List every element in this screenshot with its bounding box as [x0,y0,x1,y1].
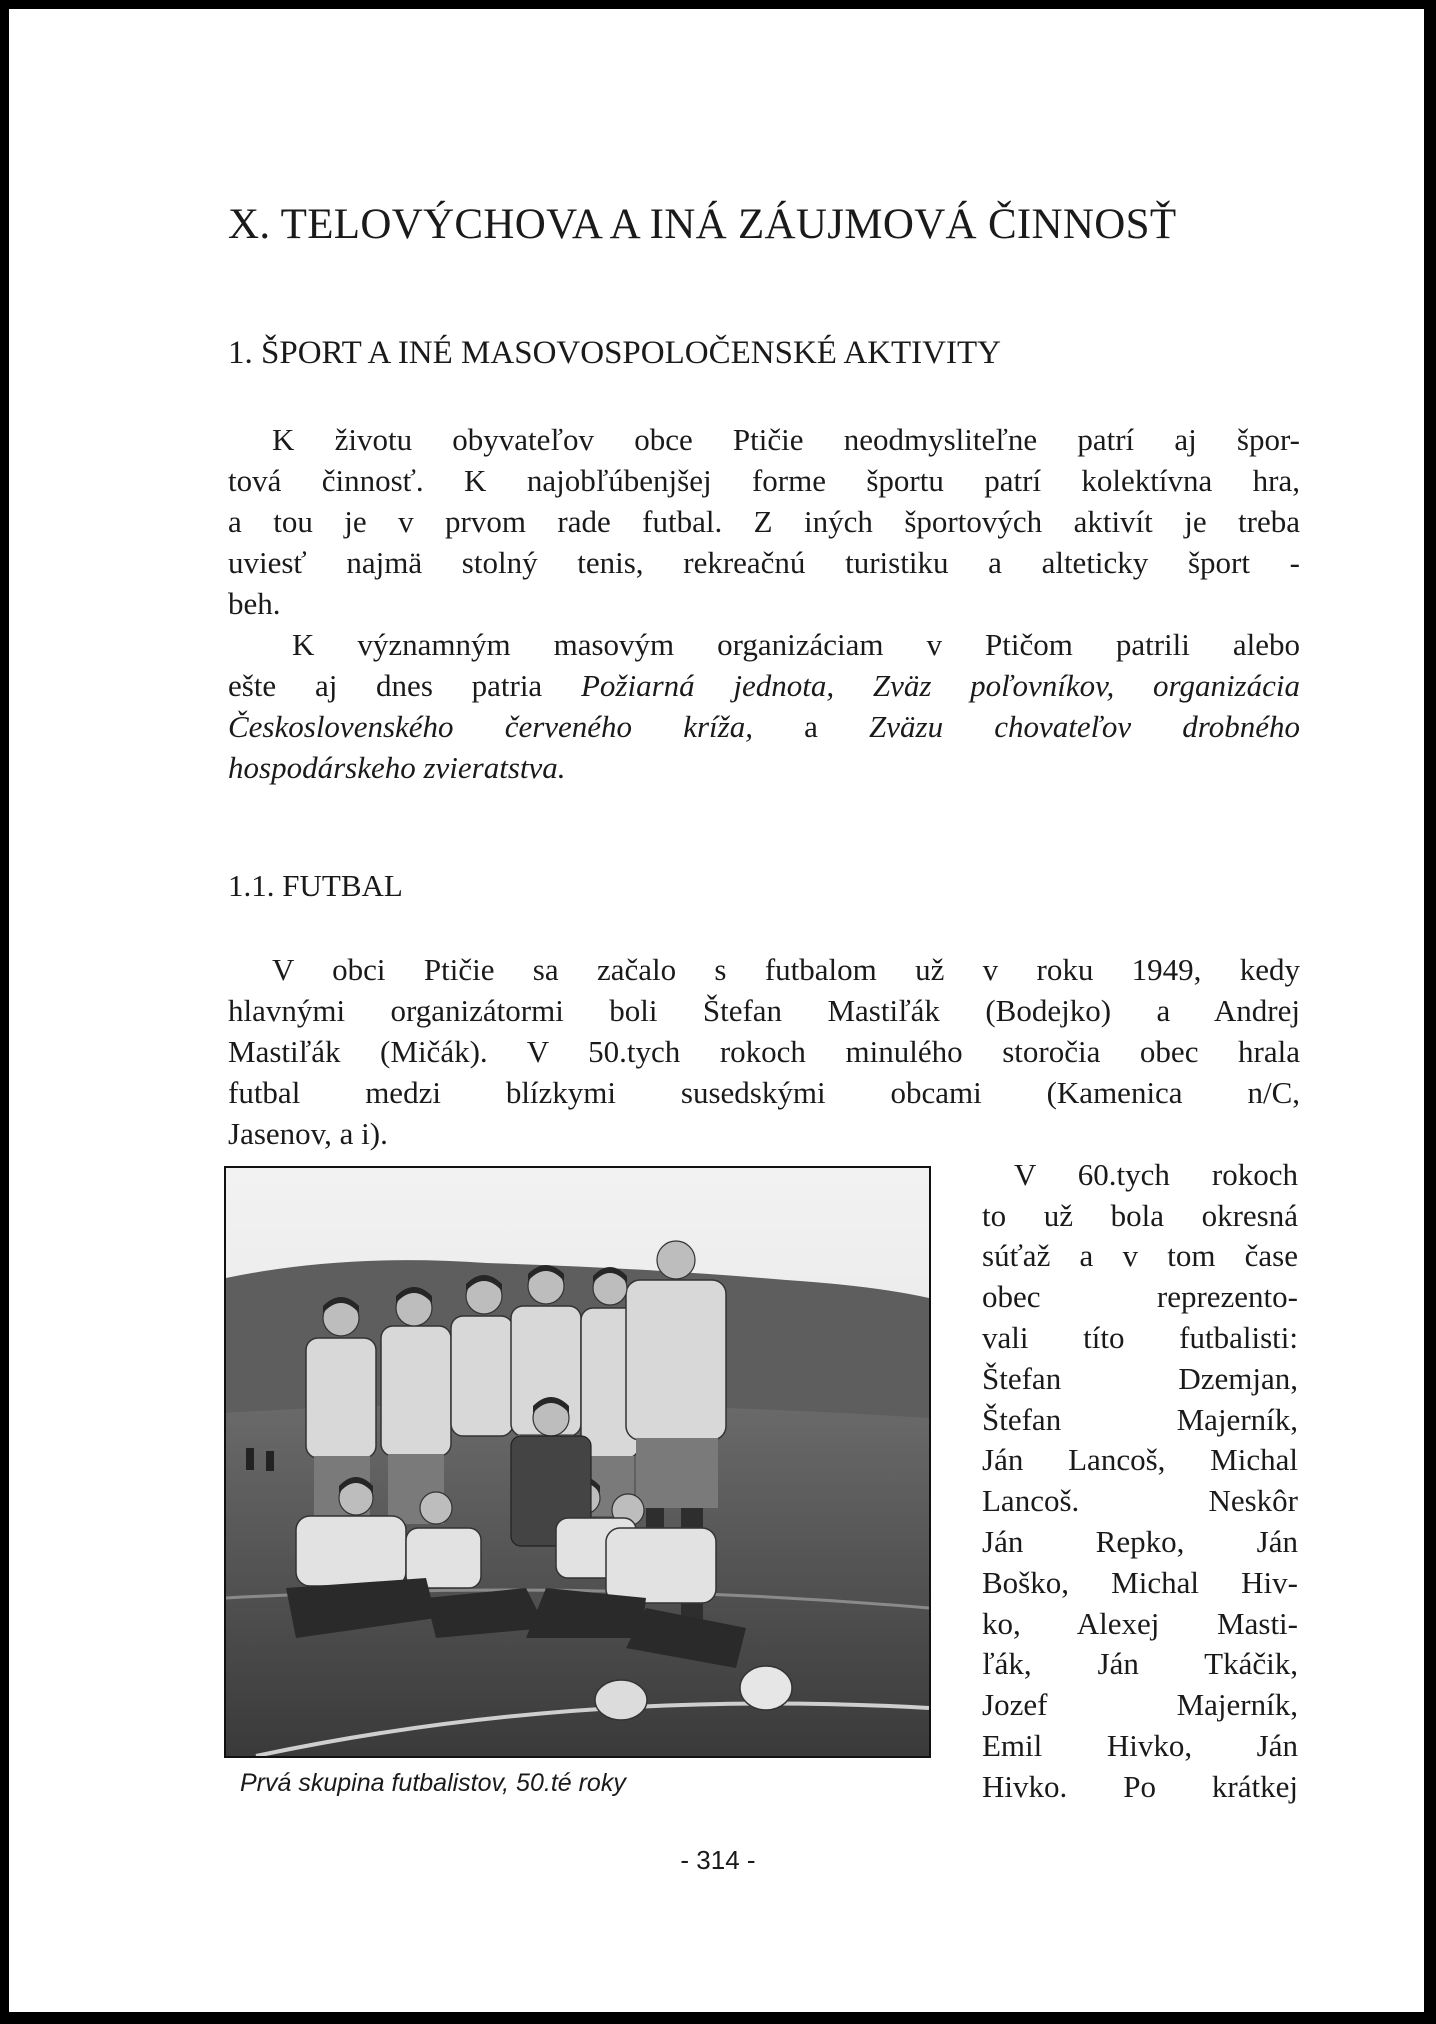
subsection-title: 1.1. FUTBAL [228,868,403,903]
team-photo-image [226,1168,929,1756]
text-italic: Zväzu chovateľov drobného [869,709,1300,744]
paragraph-line: K životu obyvateľov obce Ptičie neodmysliteľne patrí aj špor- [272,422,1300,457]
paragraph-line [228,666,1300,706]
text-italic: Československého červeného kríža, [228,709,753,744]
column-line: ľák, Ján Tkáčik, [982,1646,1298,1681]
paragraph-line [228,748,1300,788]
paragraph-line [228,707,1300,747]
text-plain: a [752,709,870,744]
column-line: vali títo futbalisti: [982,1320,1298,1355]
column-line: súťaž a v tom čase [982,1238,1298,1273]
paragraph-line: V obci Ptičie sa začalo s futbalom už v roku 1949, kedy [272,952,1300,987]
column-line: ko, Alexej Masti- [982,1606,1298,1641]
paragraph-line: a tou je v prvom rade futbal. Z iných športových aktivít je treba [228,504,1300,539]
column-line: to už bola okresná [982,1198,1298,1233]
column-line: Štefan Majerník, [982,1402,1298,1437]
text-italic: hospodárskeho zvieratstva. [228,750,566,785]
text-italic: Požiarná jednota, Zväz poľovníkov, organizácia [580,668,1300,703]
paragraph-line: futbal medzi blízkymi susedskými obcami (Kamenica n/C, [228,1075,1300,1110]
paragraph-line: K významným masovým organizáciam v Ptičom patrili alebo [292,627,1300,662]
column-line: Emil Hivko, Ján [982,1728,1298,1763]
column-line: V 60.tych rokoch [1014,1157,1298,1192]
column-line: Jozef Majerník, [982,1687,1298,1722]
paragraph-line: tová činnosť. K najobľúbenjšej forme športu patrí kolektívna hra, [228,463,1300,498]
section-title: 1. ŠPORT A INÉ MASOVOSPOLOČENSKÉ AKTIVITY [228,335,1001,371]
paragraph-line: uviesť najmä stolný tenis, rekreačnú turistiku a alteticky šport - [228,545,1300,580]
text-plain: ešte aj dnes patria [228,668,581,703]
column-line: Ján Lancoš, Michal [982,1442,1298,1477]
column-line: Štefan Dzemjan, [982,1361,1298,1396]
column-line: Hivko. Po krátkej [982,1769,1298,1804]
paragraph-line: Jasenov, a i). [228,1116,388,1151]
paragraph-line: Mastiľák (Mičák). V 50.tych rokoch minulého storočia obec hrala [228,1034,1300,1069]
paragraph-line: hlavnými organizátormi boli Štefan Mastiľák (Bodejko) a Andrej [228,993,1300,1028]
column-line: Lancoš. Neskôr [982,1483,1298,1518]
chapter-title: X. TELOVÝCHOVA A INÁ ZÁUJMOVÁ ČINNOSŤ [228,201,1177,248]
column-line: Boško, Michal Hiv- [982,1565,1298,1600]
column-line: Ján Repko, Ján [982,1524,1298,1559]
paragraph-line: beh. [228,586,281,621]
photo-caption: Prvá skupina futbalistov, 50.té roky [240,1769,626,1797]
team-photo [224,1166,931,1758]
column-line: obec reprezento- [982,1279,1298,1314]
page-number: - 314 - [680,1845,756,1875]
